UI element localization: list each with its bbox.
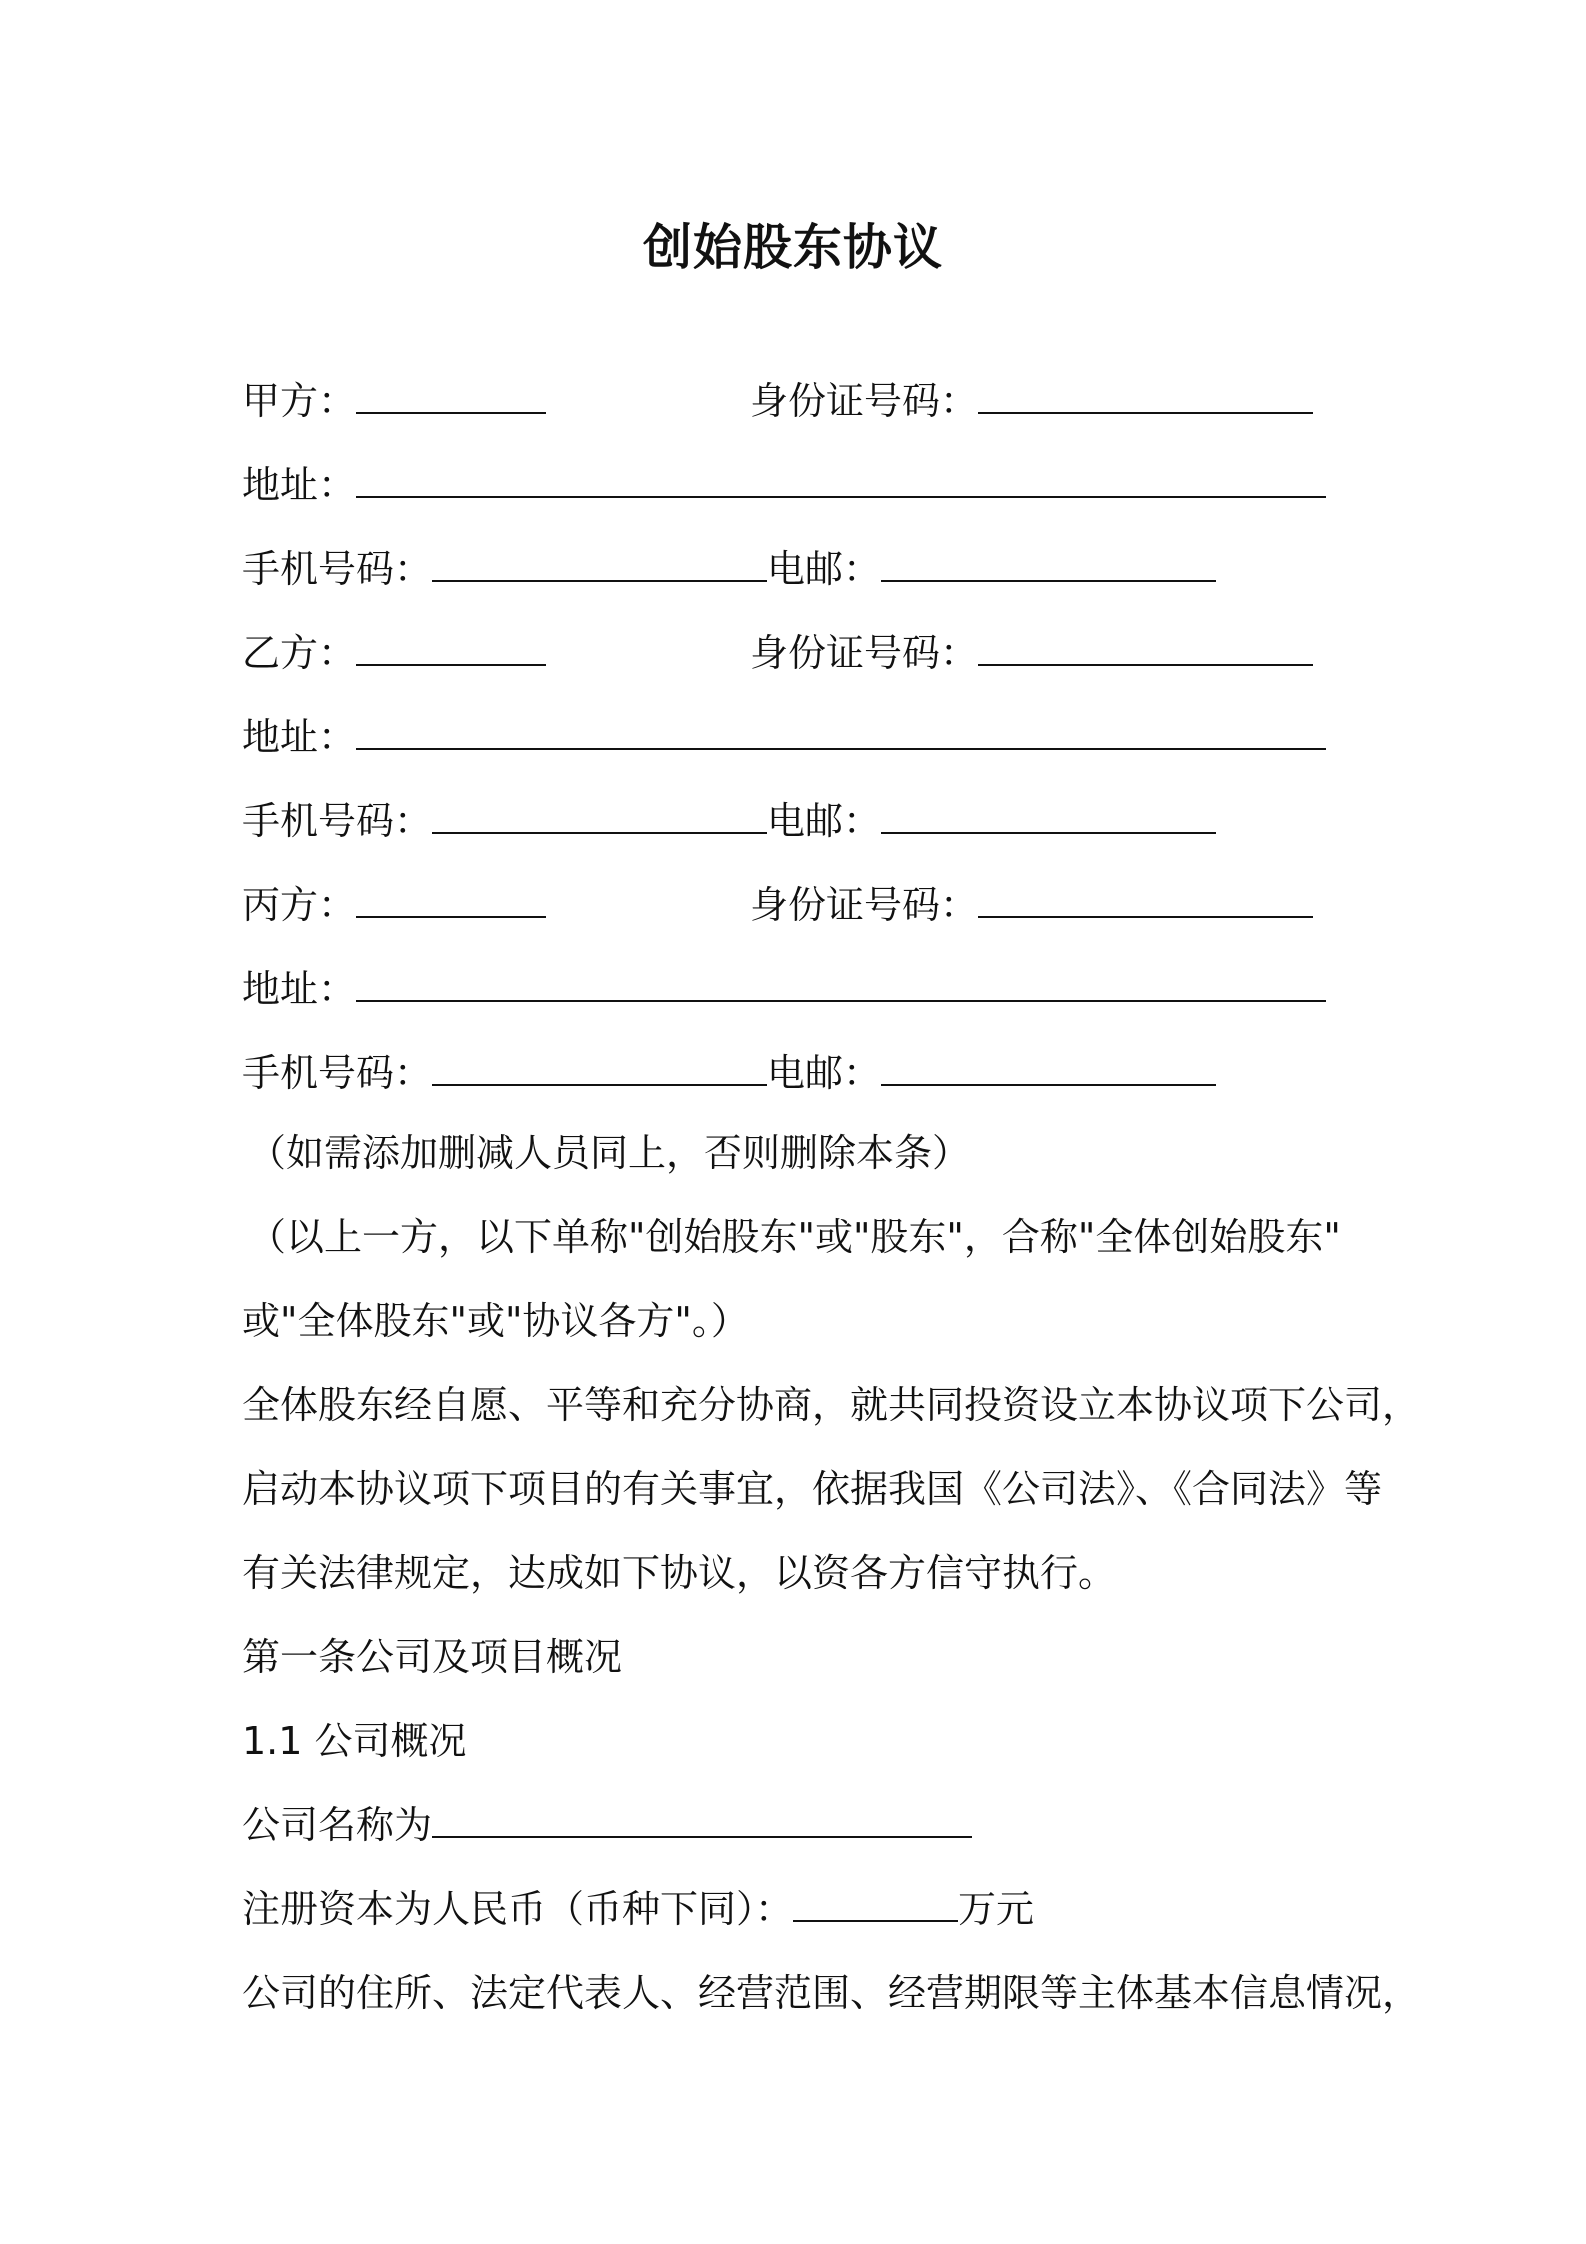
party-a-id-label: 身份证号码： <box>750 379 979 423</box>
party-c-name-row <box>242 880 546 930</box>
company-name-blank[interactable] <box>432 1800 972 1838</box>
intro-line3: 有关法律规定，达成如下协议，以资各方信守执行。 <box>242 1551 1117 1595</box>
company-name-label: 公司名称为 <box>242 1803 433 1847</box>
registered-capital-unit: 万元 <box>958 1887 1035 1931</box>
document-title: 创始股东协议 <box>642 219 943 276</box>
party-b-address-row <box>242 712 1326 762</box>
party-b-id-row <box>750 628 1313 678</box>
party-c-contact-row <box>242 1048 1216 1098</box>
party-c-name-blank[interactable] <box>356 880 546 918</box>
note-definitions-line1: （以上一方，以下单称"创始股东"或"股东"，合称"全体创始股东" <box>248 1215 1341 1259</box>
party-a-contact-row <box>242 544 1216 594</box>
party-a-phone-blank[interactable] <box>432 544 767 582</box>
party-c-email-blank[interactable] <box>881 1048 1216 1086</box>
party-a-id-blank[interactable] <box>978 376 1313 414</box>
party-b-phone-label: 手机号码： <box>242 799 433 843</box>
party-b-phone-blank[interactable] <box>432 796 767 834</box>
registered-capital-label: 注册资本为人民币（币种下同）： <box>242 1887 794 1931</box>
company-info-line: 公司的住所、法定代表人、经营范围、经营期限等主体基本信息情况， <box>242 1971 1421 2015</box>
party-a-id-row <box>750 376 1313 426</box>
party-a-email-label: 电邮： <box>767 547 882 591</box>
party-b-email-label: 电邮： <box>767 799 882 843</box>
party-b-name-blank[interactable] <box>356 628 546 666</box>
party-a-name-blank[interactable] <box>356 376 546 414</box>
party-c-address-label: 地址： <box>242 967 357 1011</box>
section-1-1-heading: 1.1 公司概况 <box>242 1719 467 1763</box>
registered-capital-row <box>242 1884 1034 1934</box>
party-b-name-row <box>242 628 546 678</box>
party-a-name-row <box>242 376 546 426</box>
party-a-address-blank[interactable] <box>356 460 1326 498</box>
party-b-email-blank[interactable] <box>881 796 1216 834</box>
party-c-phone-blank[interactable] <box>432 1048 767 1086</box>
party-c-id-row <box>750 880 1313 930</box>
party-c-email-label: 电邮： <box>767 1051 882 1095</box>
party-b-contact-row <box>242 796 1216 846</box>
party-a-phone-label: 手机号码： <box>242 547 433 591</box>
intro-line2: 启动本协议项下项目的有关事宜，依据我国《公司法》、《合同法》等 <box>242 1467 1383 1511</box>
party-a-address-label: 地址： <box>242 463 357 507</box>
party-c-label: 丙方： <box>242 883 357 927</box>
party-c-address-blank[interactable] <box>356 964 1326 1002</box>
party-c-id-label: 身份证号码： <box>750 883 979 927</box>
note-add-remove: （如需添加删减人员同上，否则删除本条） <box>248 1131 971 1175</box>
registered-capital-blank[interactable] <box>793 1884 958 1922</box>
article1-heading: 第一条公司及项目概况 <box>242 1635 623 1679</box>
company-name-row <box>242 1800 972 1850</box>
party-b-id-label: 身份证号码： <box>750 631 979 675</box>
party-a-address-row <box>242 460 1326 510</box>
party-b-address-blank[interactable] <box>356 712 1326 750</box>
party-a-email-blank[interactable] <box>881 544 1216 582</box>
party-c-id-blank[interactable] <box>978 880 1313 918</box>
party-c-address-row <box>242 964 1326 1014</box>
intro-line1: 全体股东经自愿、平等和充分协商，就共同投资设立本协议项下公司， <box>242 1383 1421 1427</box>
note-definitions-line2: 或"全体股东"或"协议各方"。） <box>242 1299 749 1343</box>
party-a-label: 甲方： <box>242 379 357 423</box>
party-b-address-label: 地址： <box>242 715 357 759</box>
party-b-id-blank[interactable] <box>978 628 1313 666</box>
party-b-label: 乙方： <box>242 631 357 675</box>
party-c-phone-label: 手机号码： <box>242 1051 433 1095</box>
